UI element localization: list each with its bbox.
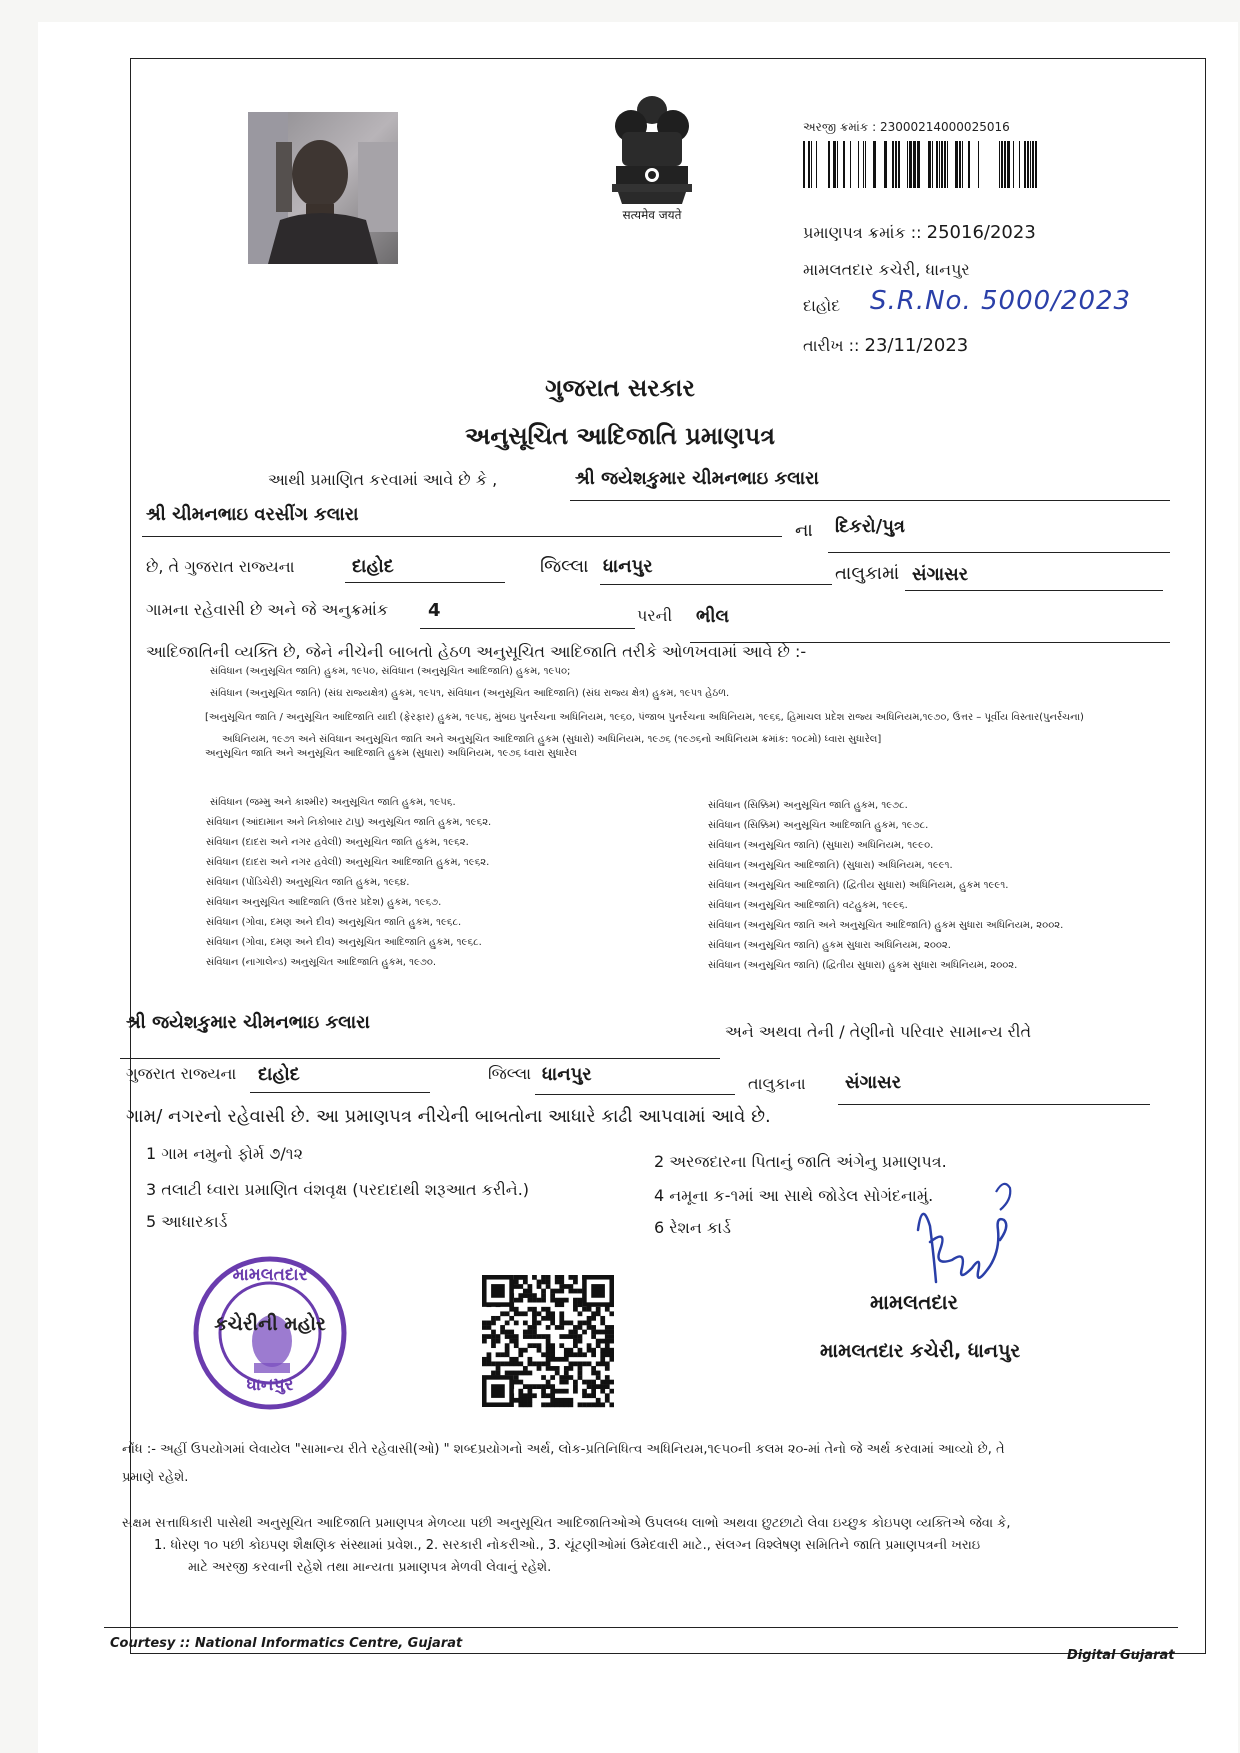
order-left-item: સંવિધાન (જમ્મુ અને કાશ્મીર) અનુસૂચિત જાતિ હુકમ, ૧૯૫૬. (210, 797, 456, 808)
order-right-item: સંવિધાન (સિક્કિમ) અનુસૂચિત આદિજાતિ હુકમ, ૧૯૭૮. (708, 820, 929, 831)
certify-intro: આથી પ્રમાણિત કરવામાં આવે છે કે , (268, 470, 498, 489)
state-prefix: છે, તે ગુજરાત રાજ્યના (146, 557, 295, 576)
issuing-office: મામલતદાર કચેરી, ધાનપુર (803, 260, 970, 279)
courtesy-text: Courtesy :: National Informatics Centre, Gujarat (110, 1636, 463, 1651)
footer-divider (104, 1627, 1178, 1628)
order-right-item: સંવિધાન (સિક્કિમ) અનુસૂચિત જાતિ હુકમ, ૧૯૭૮. (708, 800, 908, 811)
taluka-value-2: ધાનપુર (542, 1064, 592, 1085)
order-right-item: સંવિધાન (અનુસૂચિત આદિજાતિ) (દ્વિતીય સુધારા) અધિનિયમ, હુકમ ૧૯૯૧. (708, 880, 1009, 891)
note-line: પ્રમાણે રહેશે. (122, 1470, 189, 1485)
issue-date-label: તારીખ :: (803, 336, 860, 355)
eligibility-paragraph: 1. ધોરણ ૧૦ પછી કોઇપણ શૈક્ષણિક સંસ્થામાં પ્રવેશ., 2. સરકારી નોકરીઓ., 3. ચૂંટણીઓમાં ઉમેદવારી માટે., સંલગ્ન વિશ્લેષણ સમિતિને જાતિ પ્રમાણપત્રની ખરાઇ (154, 1538, 981, 1553)
district-label-1: જિલ્લા (540, 556, 589, 577)
order-left-item: સંવિધાન (નાગાલેન્ડ) અનુસૂચિત આદિજાતિ હુકમ, ૧૯૭૦. (206, 957, 437, 968)
signatory-office: મામલતદાર કચેરી, ધાનપુર (820, 1340, 1021, 1362)
applicant-name-repeat-line (120, 1058, 720, 1059)
taluka-line (600, 584, 832, 585)
document-item: 3 તલાટી ધ્વારા પ્રમાણિત વંશવૃક્ષ (પરદાદાથી શરૂઆત કરીને.) (146, 1180, 530, 1199)
basis-text: ગામ/ નગરનો રહેવાસી છે. આ પ્રમાણપત્ર નીચેની બાબતોના આધારે કાઢી આપવામાં આવે છે. (126, 1106, 771, 1127)
document-item: 1 ગામ નમુનો ફોર્મ ૭/૧૨ (146, 1144, 304, 1163)
application-number (803, 120, 1010, 135)
applicant-name: શ્રી જયેશકુમાર ચીમનભાઇ કલારા (575, 468, 819, 489)
district-line (345, 582, 505, 583)
relation-line (828, 552, 1170, 553)
taluka-label-1: તાલુકામાં (835, 563, 900, 584)
emblem-motto: सत्यमेव जयते (622, 208, 682, 222)
order-line: સંવિધાન (અનુસૂચિત જાતિ) હુકમ, ૧૯૫૦, સંવિધાન (અનુસૂચિત આદિજાતિ) હુકમ, ૧૯૫૦; (210, 666, 571, 677)
application-number-label: અરજી ક્રમાંક : (803, 120, 877, 134)
taluka-line-2 (535, 1094, 735, 1095)
eligibility-paragraph: સક્ષમ સત્તાધિકારી પાસેથી અનુસૂચિત આદિજાતિ પ્રમાણપત્ર મેળવ્યા પછી અનુસૂચિત આદિજાતિઓએ ઉપલબ્ધ લાભો અથવા છુટછાટો લેવા ઇચ્છુક કોઇપણ વ્યક્તિએ જેવા કે, (122, 1516, 1011, 1531)
par-label: પરની (637, 606, 673, 625)
father-name: શ્રી ચીમનભાઇ વરસીંગ કલારા (146, 504, 359, 525)
application-number-value: 23000214000025016 (879, 120, 1010, 134)
order-right-item: સંવિધાન (અનુસૂચિત જાતિ અને અનુસૂચિત આદિજાતિ) હુકમ સુધારા અધિનિયમ, ૨૦૦૨. (708, 920, 1064, 931)
order-left-item: સંવિધાન (ગોવા, દમણ અને દીવ) અનુસૂચિત આદિજાતિ હુકમ, ૧૯૬૮. (206, 937, 482, 948)
note-line: નોંધ :- અહીં ઉપયોગમાં લેવાયેલ "સામાન્ય રીતે રહેવાસી(ઓ) " શબ્દપ્રયોગનો અર્થ, લોક-પ્રતિનિધિત્વ અધિનિયમ,૧૯૫૦ની કલમ ૨૦-માં તેનો જે અર્થ કરવામાં આવ્યો છે, તે (122, 1442, 1005, 1457)
seal-bottom-text: ધાનપુર (246, 1375, 294, 1395)
document-item: 5 આધારકાર્ડ (146, 1212, 228, 1231)
eligibility-paragraph: માટે અરજી કરવાની રહેશે તથા માન્યતા પ્રમાણપત્ર મેળવી લેવાનું રહેશે. (188, 1560, 552, 1575)
order-left-item: સંવિધાન (દાદરા અને નગર હવેલી) અનુસૂચિત જાતિ હુકમ, ૧૯૬૨. (206, 837, 469, 848)
village-line-2 (838, 1104, 1150, 1105)
government-title: ગુજરાત સરકાર (545, 374, 695, 402)
order-left-item: સંવિધાન (દાદરા અને નગર હવેલી) અનુસૂચિત આદિજાતિ હુકમ, ૧૯૬૨. (206, 857, 490, 868)
order-line: અધિનિયમ, ૧૯૭૧ અને સંવિધાન અનુસૂચિત જાતિ અને અનુસૂચિત આદિજાતિ હુકમ (સુધારો) અધિનિયમ, ૧૯૭૬ (૧૯૭૬નો અધિનિયમ ક્રમાંક: ૧૦૮મો) ધ્વારા સુધારેલ] (222, 734, 882, 745)
district-label-2: જિલ્લા (488, 1064, 532, 1083)
document-item: 4 નમૂના ક-૧માં આ સાથે જોડેલ સોગંદનામું. (654, 1186, 934, 1205)
qr-code (482, 1268, 614, 1414)
village-value-2: સંગાસર (845, 1072, 902, 1093)
national-emblem (604, 92, 700, 228)
order-line: [અનુસૂચિત જાતિ / અનુસૂચિત આદિજાતિ યાદી (ફેરફાર) હુકમ, ૧૯૫૬, મુંબઇ પુનર્રચના અધિનિયમ, ૧૯૬૦, પંજાબ પુનર્રચના અધિનિયમ, ૧૯૬૬, હિમાચલ પ્રદેશ રાજ્ય અધિનિયમ,૧૯૭૦, ઉત્તર – પૂર્વીય વિસ્તાર(પુનર્રચના) (205, 712, 1084, 723)
applicant-name-line (570, 500, 1170, 501)
signature (900, 1170, 1025, 1300)
taluka-label-2: તાલુકાના (748, 1074, 806, 1093)
recognition-text: આદિજાતિની વ્યક્તિ છે, જેને નીચેની બાબતો હેઠળ અનુસૂચિત આદિજાતિ તરીકે ઓળખવામાં આવે છે :- (146, 642, 807, 661)
certificate-number-label: પ્રમાણપત્ર ક્રમાંક :: (803, 223, 922, 242)
applicant-photo (248, 112, 398, 264)
certificate-number (803, 222, 1036, 243)
digital-gujarat-brand: Digital Gujarat (1067, 1648, 1175, 1663)
order-left-item: સંવિધાન (પોંડિચેરી) અનુસૂચિત જાતિ હુકમ, ૧૯૬૪. (206, 877, 410, 888)
village-value: સંગાસર (912, 564, 969, 585)
serial-line (420, 628, 635, 629)
resident-label: ગામના રહેવાસી છે અને જે અનુક્રમાંક (146, 600, 389, 619)
order-right-item: સંવિધાન (અનુસૂચિત આદિજાતિ) (સુધારા) અધિનિયમ, ૧૯૯૧. (708, 860, 953, 871)
order-right-item: સંવિધાન (અનુસૂચિત જાતિ) (સુધારા) અધિનિયમ, ૧૯૯૦. (708, 840, 934, 851)
order-left-item: સંવિધાન (ગોવા, દમણ અને દીવ) અનુસૂચિત જાતિ હુકમ, ૧૯૬૮. (206, 917, 462, 928)
certificate-title: અનુસૂચિત આદિજાતિ પ્રમાણપત્ર (465, 422, 775, 450)
certificate-number-value: 25016/2023 (926, 222, 1036, 243)
issue-date-value: 23/11/2023 (864, 335, 969, 356)
state-label-2: ગુજરાત રાજ્યના (126, 1064, 237, 1083)
village-line (905, 590, 1163, 591)
tribe-value: ભીલ (696, 606, 730, 627)
serial-value: 4 (428, 600, 441, 621)
seal-center-text: કચેરીની મહોર (214, 1313, 326, 1335)
of-label: ના (795, 520, 813, 541)
applicant-name-repeat: શ્રી જયેશકુમાર ચીમનભાઇ કલારા (126, 1012, 370, 1033)
district-label: દાહોદ (803, 296, 841, 315)
order-right-item: સંવિધાન (અનુસૂચિત જાતિ) હુકમ સુધારા અધિનિયમ, ૨૦૦૨. (708, 940, 951, 951)
district-value-2: દાહોદ (258, 1064, 300, 1085)
order-left-item: સંવિધાન (આંદામાન અને નિકોબાર ટાપુ) અનુસૂચિત જાતિ હુકમ, ૧૯૬૨. (206, 817, 492, 828)
issue-date (803, 335, 968, 356)
order-line: સંવિધાન (અનુસૂચિત જાતિ) (સંઘ રાજ્યક્ષેત્ર) હુકમ, ૧૯૫૧, સંવિધાન (અનુસૂચિત આદિજાતિ) (સંઘ રાજ્ય ક્ષેત્ર) હુકમ, ૧૯૫૧ હેઠળ. (210, 688, 730, 699)
district-line-2 (250, 1092, 430, 1093)
order-right-item: સંવિધાન (અનુસૂચિત જાતિ) (દ્વિતીય સુધારા) હુકમ સુધારા અધિનિયમ, ૨૦૦૨. (708, 960, 1018, 971)
taluka-value: ધાનપુર (603, 556, 653, 577)
relation: દિકરો/પુત્ર (835, 516, 905, 537)
district-value: દાહોદ (352, 556, 394, 577)
order-right-item: સંવિધાન (અનુસૂચિત આદિજાતિ) વટહુકમ, ૧૯૯૬. (708, 900, 908, 911)
office-seal (190, 1253, 350, 1413)
document-item: 6 રેશન કાર્ડ (654, 1218, 731, 1237)
document-item: 2 અરજદારના પિતાનું જાતિ અંગેનુ પ્રમાણપત્ર. (654, 1152, 947, 1171)
order-line: અનુસૂચિત જાતિ અને અનુસૂચિત આદિજાતિ હુકમ (સુધારા) અધિનિયમ, ૧૯૭૬ ધ્વારા સુધારેલ (205, 748, 577, 759)
family-text: અને અથવા તેની / તેણીનો પરિવાર સામાન્ય રીતે (725, 1022, 1032, 1041)
father-name-line (142, 536, 782, 537)
signatory-title: મામલતદાર (870, 1290, 958, 1314)
application-barcode (803, 141, 1037, 188)
seal-top-text: મામલતદાર (232, 1265, 308, 1285)
order-left-item: સંવિધાન અનુસૂચિત આદિજાતિ (ઉત્તર પ્રદેશ) હુકમ, ૧૯૬૭. (206, 897, 442, 908)
handwritten-serial: S.R.No. 5000/2023 (870, 286, 1132, 316)
